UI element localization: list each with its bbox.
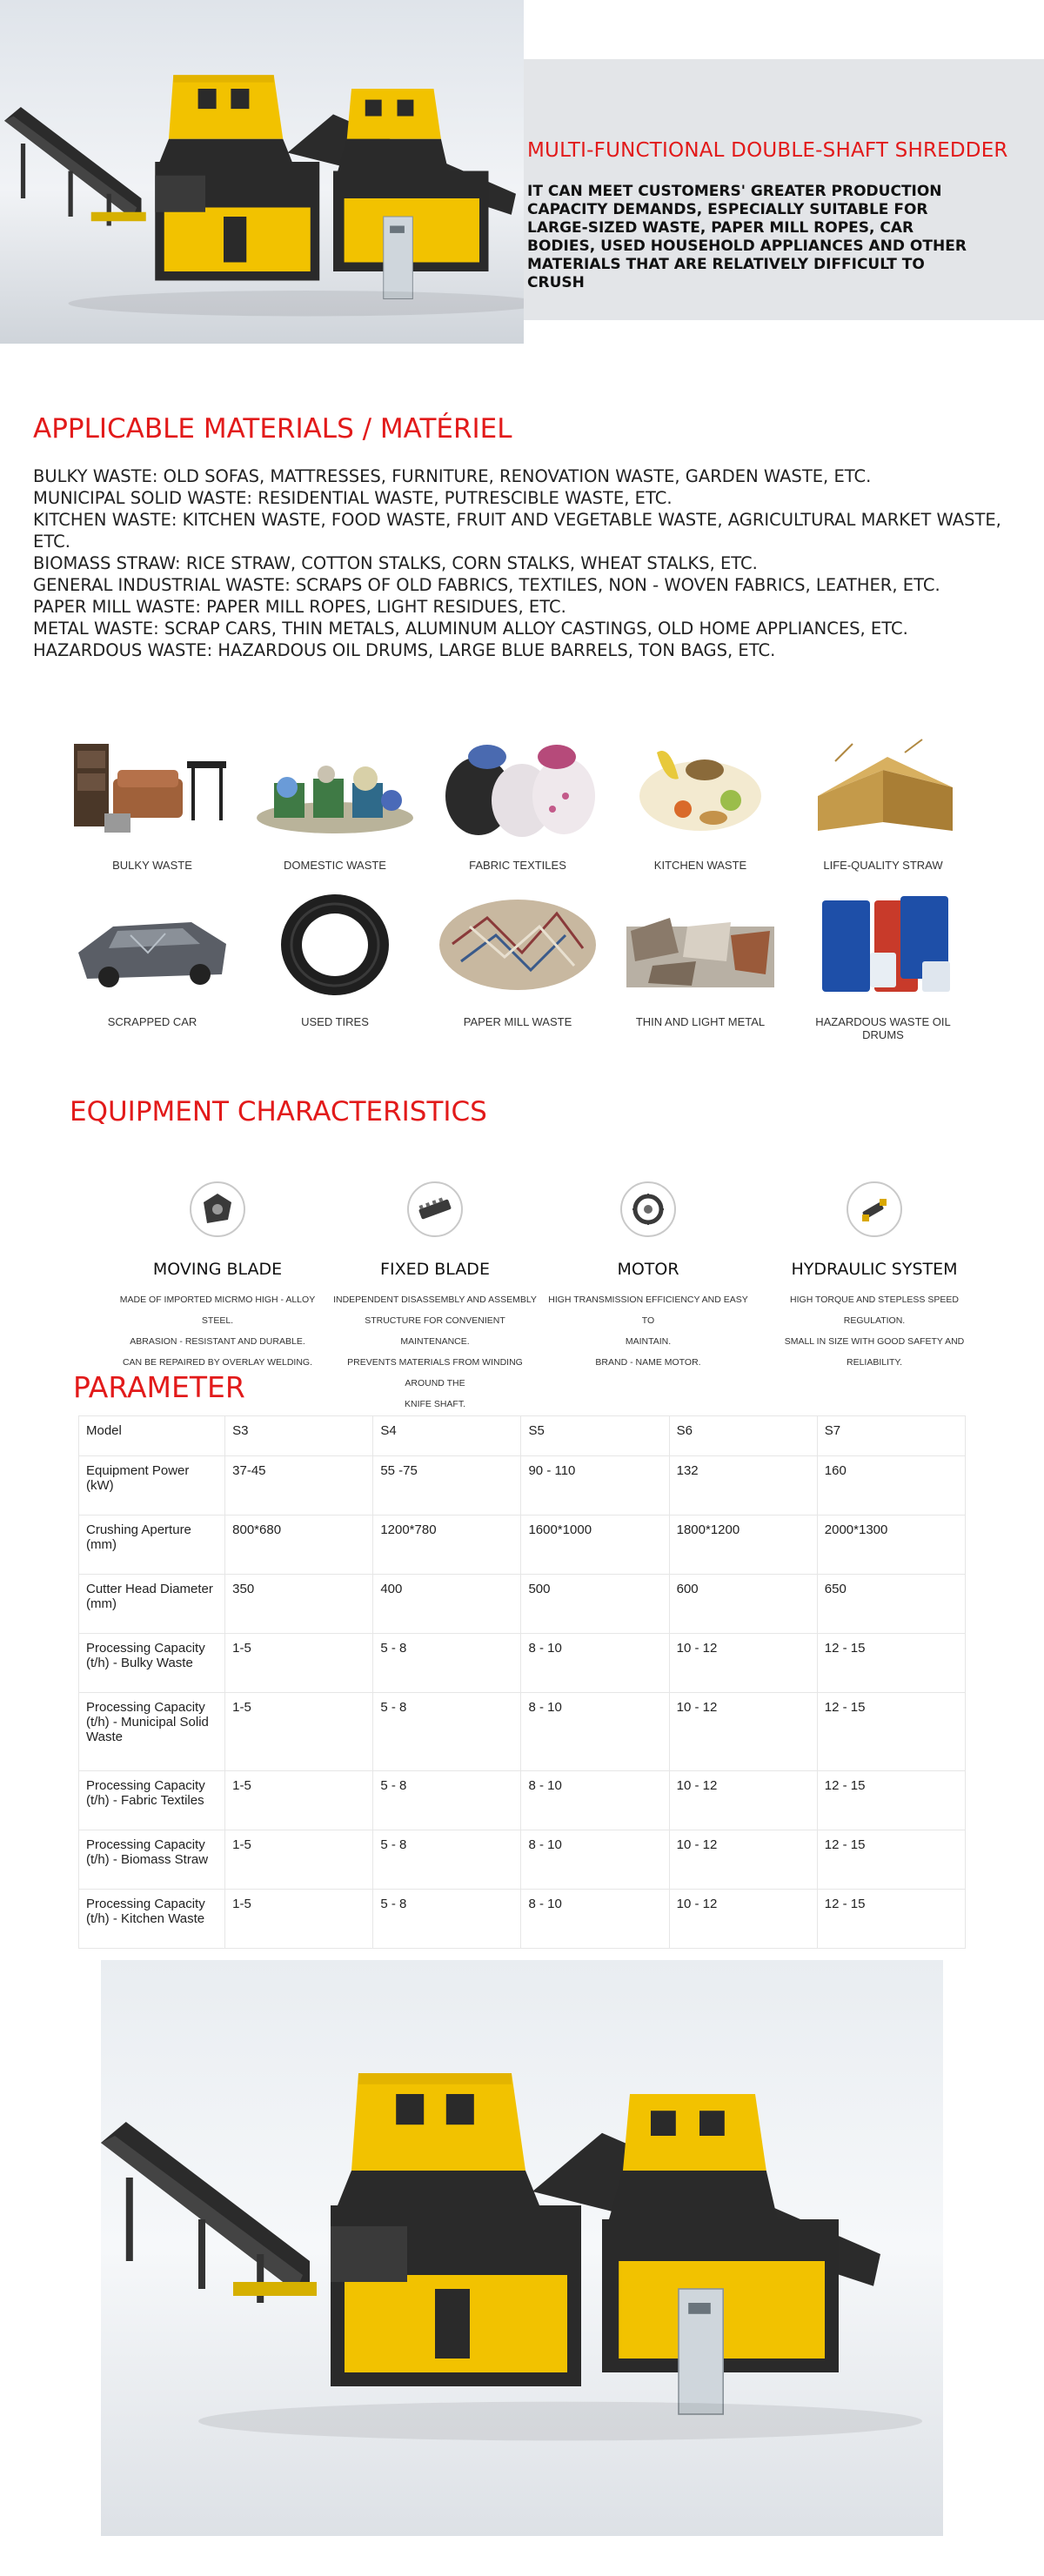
param-cell: S6 <box>669 1416 817 1456</box>
oil-drums-image <box>800 892 966 998</box>
material-card-used-tires <box>252 892 418 1028</box>
materials-title: APPLICABLE MATERIALS / MATÉRIEL <box>33 413 512 445</box>
material-caption: BULKY WASTE <box>112 859 192 872</box>
param-cell: 10 - 12 <box>669 1634 817 1693</box>
material-caption: DOMESTIC WASTE <box>284 859 386 872</box>
feature-motor <box>544 1181 753 1373</box>
material-card-bulky-waste <box>70 735 235 872</box>
material-line: BIOMASS STRAW: RICE STRAW, COTTON STALKS, CORN STALKS, WHEAT STALKS, ETC. <box>33 553 758 573</box>
param-cell: 160 <box>817 1456 965 1515</box>
table-row <box>79 1456 966 1515</box>
scrap-metal-image <box>618 892 783 998</box>
feature-description: HIGH TRANSMISSION EFFICIENCY AND EASY TO MAINTAIN. BRAND - NAME MOTOR. <box>548 1295 748 1368</box>
param-cell: 12 - 15 <box>817 1693 965 1771</box>
fixed-blade-icon <box>407 1181 463 1237</box>
param-cell: 8 - 10 <box>521 1634 669 1693</box>
param-cell: 5 - 8 <box>373 1693 521 1771</box>
param-cell: 1800*1200 <box>669 1515 817 1575</box>
param-cell: 1-5 <box>225 1634 373 1693</box>
feature-title: HYDRAULIC SYSTEM <box>791 1260 958 1279</box>
material-card-oil-drums <box>800 892 966 1041</box>
sofa-furniture-image <box>70 735 235 841</box>
straw-bales-image <box>800 735 966 841</box>
param-cell: 37-45 <box>225 1456 373 1515</box>
material-line: PAPER MILL WASTE: PAPER MILL ROPES, LIGHT RESIDUES, ETC. <box>33 597 566 617</box>
param-label: Processing Capacity (t/h) - Municipal Solid Waste <box>79 1693 225 1771</box>
material-caption: PAPER MILL WASTE <box>463 1015 572 1028</box>
param-cell: 8 - 10 <box>521 1693 669 1771</box>
param-cell: 800*680 <box>225 1515 373 1575</box>
tire-image <box>252 892 418 998</box>
param-cell: 5 - 8 <box>373 1890 521 1949</box>
material-line: GENERAL INDUSTRIAL WASTE: SCRAPS OF OLD FABRICS, TEXTILES, NON - WOVEN FABRICS, LEATHER, ETC. <box>33 575 940 595</box>
material-caption: HAZARDOUS WASTE OIL DRUMS <box>815 1015 951 1041</box>
table-row <box>79 1634 966 1693</box>
material-caption: USED TIRES <box>301 1015 369 1028</box>
table-row <box>79 1830 966 1890</box>
param-label: Model <box>79 1416 225 1456</box>
table-row <box>79 1693 966 1771</box>
param-cell: 5 - 8 <box>373 1771 521 1830</box>
param-cell: 5 - 8 <box>373 1830 521 1890</box>
hero-shredder-image <box>0 0 524 344</box>
material-card-kitchen-waste <box>618 735 783 872</box>
param-label: Processing Capacity (t/h) - Bulky Waste <box>79 1634 225 1693</box>
paper-waste-image <box>435 892 600 998</box>
material-line: KITCHEN WASTE: KITCHEN WASTE, FOOD WASTE, FRUIT AND VEGETABLE WASTE, AGRICULTURAL MARKET WASTE, ETC. <box>33 510 1001 552</box>
table-row <box>79 1515 966 1575</box>
motor-icon <box>620 1181 676 1237</box>
param-cell: 1-5 <box>225 1693 373 1771</box>
param-cell: 10 - 12 <box>669 1693 817 1771</box>
param-cell: 10 - 12 <box>669 1830 817 1890</box>
material-caption: FABRIC TEXTILES <box>469 859 566 872</box>
equipment-title: EQUIPMENT CHARACTERISTICS <box>70 1096 487 1127</box>
table-row <box>79 1771 966 1830</box>
table-row <box>79 1890 966 1949</box>
param-cell: S7 <box>817 1416 965 1456</box>
param-cell: S5 <box>521 1416 669 1456</box>
param-cell: 1-5 <box>225 1771 373 1830</box>
param-label: Processing Capacity (t/h) - Kitchen Waste <box>79 1890 225 1949</box>
param-cell: 12 - 15 <box>817 1830 965 1890</box>
feature-moving-blade <box>113 1181 322 1373</box>
hydraulic-system-icon <box>847 1181 902 1237</box>
param-cell: 8 - 10 <box>521 1830 669 1890</box>
param-cell: 5 - 8 <box>373 1634 521 1693</box>
material-caption: THIN AND LIGHT METAL <box>635 1015 766 1028</box>
material-card-straw <box>800 735 966 872</box>
param-cell: 2000*1300 <box>817 1515 965 1575</box>
feature-title: FIXED BLADE <box>380 1260 490 1279</box>
garbage-bins-image <box>252 735 418 841</box>
param-cell: 10 - 12 <box>669 1890 817 1949</box>
material-line: MUNICIPAL SOLID WASTE: RESIDENTIAL WASTE, PUTRESCIBLE WASTE, ETC. <box>33 488 673 508</box>
material-line: BULKY WASTE: OLD SOFAS, MATTRESSES, FURNITURE, RENOVATION WASTE, GARDEN WASTE, ETC. <box>33 466 872 486</box>
table-row <box>79 1575 966 1634</box>
scrapped-car-image <box>70 892 235 998</box>
feature-description: MADE OF IMPORTED MICRMO HIGH - ALLOY STEEL. ABRASION - RESISTANT AND DURABLE. CAN BE REPAIRED BY OVERLAY WELDING. <box>119 1295 316 1368</box>
param-cell: 132 <box>669 1456 817 1515</box>
param-cell: 12 - 15 <box>817 1634 965 1693</box>
hero-title: MULTI-FUNCTIONAL DOUBLE-SHAFT SHREDDER <box>527 139 1008 162</box>
feature-title: MOVING BLADE <box>152 1260 283 1279</box>
param-cell: 350 <box>225 1575 373 1634</box>
hero-description: IT CAN MEET CUSTOMERS' GREATER PRODUCTION CAPACITY DEMANDS, ESPECIALLY SUITABLE FOR LARGE-SIZED WASTE, PAPER MILL ROPES, CAR BODIES, USED HOUSEHOLD APPLIANCES AND OTHER MATERIALS THAT ARE RELATIVELY DIFFICULT TO CRUSH <box>527 183 967 291</box>
material-line: HAZARDOUS WASTE: HAZARDOUS OIL DRUMS, LARGE BLUE BARRELS, TON BAGS, ETC. <box>33 640 776 660</box>
feature-description: INDEPENDENT DISASSEMBLY AND ASSEMBLY STRUCTURE FOR CONVENIENT MAINTENANCE. PREVENTS MATERIALS FROM WINDING AROUND THE KNIFE SHAFT. <box>333 1295 537 1409</box>
material-card-fabric-textiles <box>435 735 600 872</box>
param-cell: 1600*1000 <box>521 1515 669 1575</box>
param-cell: 12 - 15 <box>817 1890 965 1949</box>
param-cell: 10 - 12 <box>669 1771 817 1830</box>
param-cell: 90 - 110 <box>521 1456 669 1515</box>
table-row <box>79 1416 966 1456</box>
feature-description: HIGH TORQUE AND STEPLESS SPEED REGULATION. SMALL IN SIZE WITH GOOD SAFETY AND RELIABILITY. <box>784 1295 965 1368</box>
shredder-machine-illustration <box>0 0 524 344</box>
bottom-shredder-image <box>101 1960 943 2536</box>
param-label: Cutter Head Diameter (mm) <box>79 1575 225 1634</box>
param-cell: 600 <box>669 1575 817 1634</box>
moving-blade-icon <box>190 1181 245 1237</box>
parameter-table <box>78 1415 966 1949</box>
food-scraps-image <box>618 735 783 841</box>
param-cell: 1-5 <box>225 1830 373 1890</box>
feature-fixed-blade <box>331 1181 539 1415</box>
param-cell: 500 <box>521 1575 669 1634</box>
fabric-bags-image <box>435 735 600 841</box>
param-cell: 8 - 10 <box>521 1771 669 1830</box>
param-cell: 8 - 10 <box>521 1890 669 1949</box>
param-cell: 1200*780 <box>373 1515 521 1575</box>
hero-section <box>0 0 1044 344</box>
param-cell: S3 <box>225 1416 373 1456</box>
param-cell: 1-5 <box>225 1890 373 1949</box>
material-card-paper-mill-waste <box>435 892 600 1028</box>
material-caption: KITCHEN WASTE <box>653 859 747 872</box>
feature-title: MOTOR <box>617 1260 679 1279</box>
material-caption: SCRAPPED CAR <box>107 1015 197 1028</box>
feature-hydraulic-system <box>770 1181 979 1373</box>
material-card-thin-metal <box>618 892 783 1028</box>
materials-list <box>33 465 1016 661</box>
parameter-title: PARAMETER <box>73 1370 245 1404</box>
param-cell: 55 -75 <box>373 1456 521 1515</box>
material-caption: LIFE-QUALITY STRAW <box>823 859 943 872</box>
param-label: Processing Capacity (t/h) - Biomass Straw <box>79 1830 225 1890</box>
shredder-machine-illustration <box>101 1960 943 2536</box>
material-card-scrapped-car <box>70 892 235 1028</box>
param-cell: 12 - 15 <box>817 1771 965 1830</box>
param-cell: S4 <box>373 1416 521 1456</box>
param-label: Crushing Aperture (mm) <box>79 1515 225 1575</box>
param-cell: 400 <box>373 1575 521 1634</box>
param-label: Processing Capacity (t/h) - Fabric Textiles <box>79 1771 225 1830</box>
material-line: METAL WASTE: SCRAP CARS, THIN METALS, ALUMINUM ALLOY CASTINGS, OLD HOME APPLIANCES, ETC. <box>33 619 908 639</box>
material-card-domestic-waste <box>252 735 418 872</box>
param-label: Equipment Power (kW) <box>79 1456 225 1515</box>
param-cell: 650 <box>817 1575 965 1634</box>
